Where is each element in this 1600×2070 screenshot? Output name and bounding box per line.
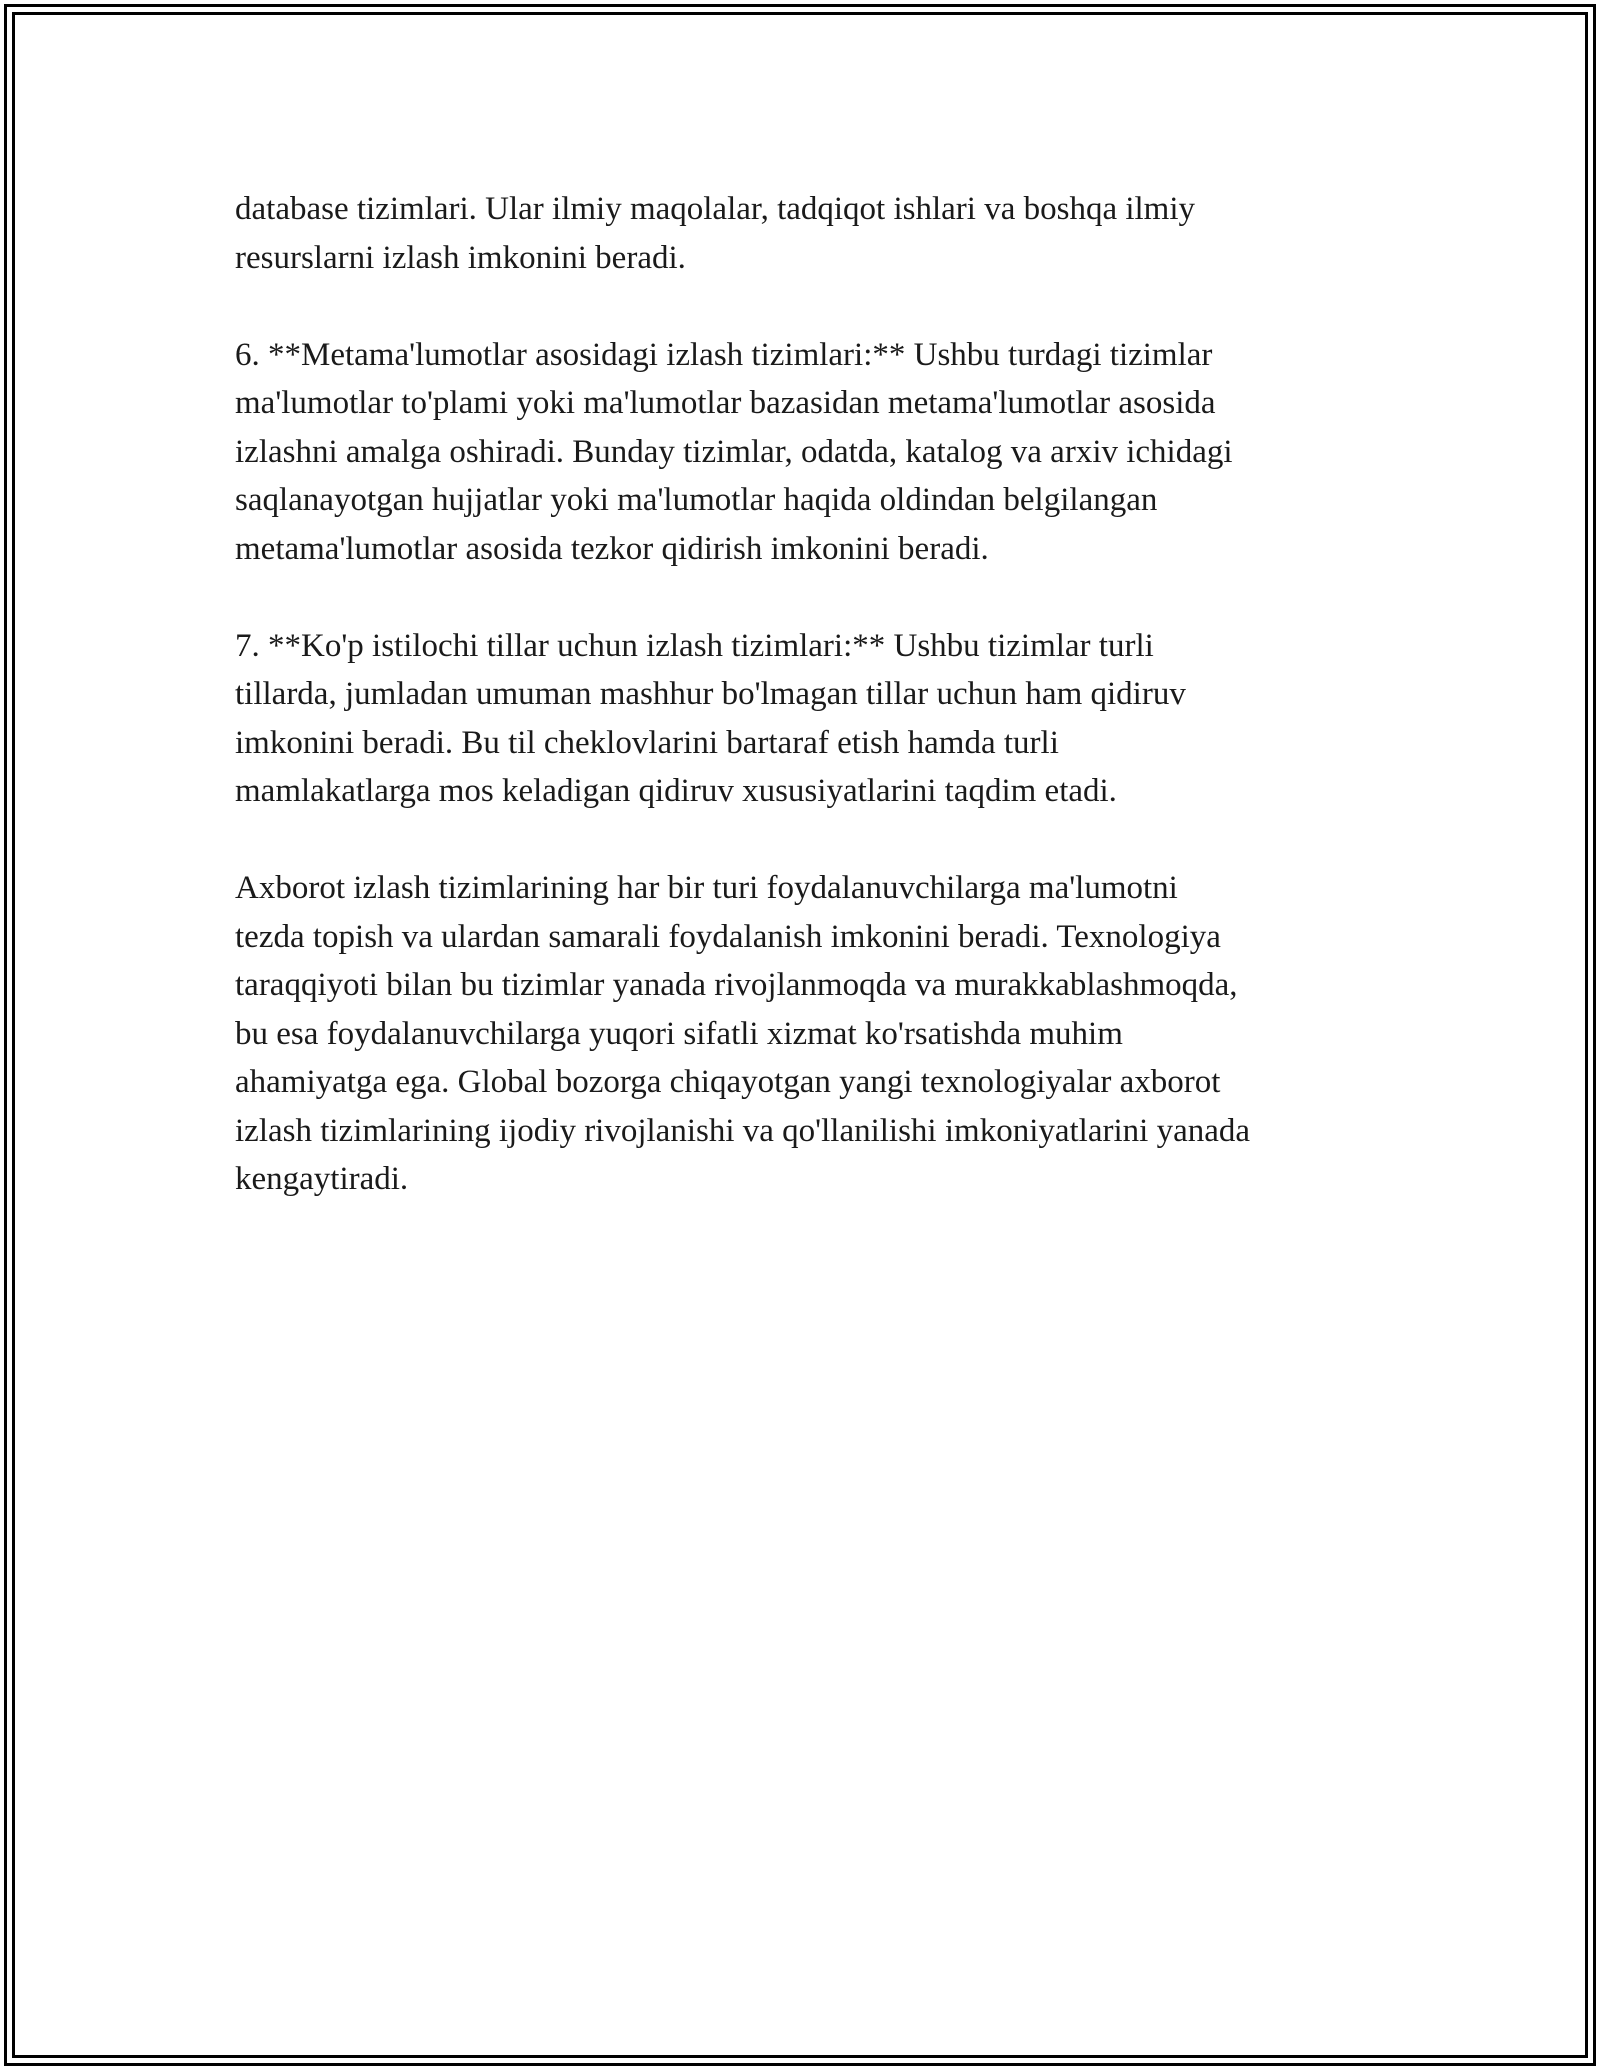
document-body (235, 185, 1385, 1252)
text-line: bu esa foydalanuvchilarga yuqori sifatli xizmat ko'rsatishda muhim (235, 1015, 1123, 1052)
text-line: izlashni amalga oshiradi. Bunday tizimlar, odatda, katalog va arxiv ichidagi (235, 433, 1233, 470)
paragraph-item-7 (235, 622, 1385, 816)
text-line: tezda topish va ulardan samarali foydalanish imkonini beradi. Texnologiya (235, 918, 1221, 955)
text-line: izlash tizimlarining ijodiy rivojlanishi va qo'llanilishi imkoniyatlarini yanada (235, 1112, 1251, 1149)
text-line: resurslarni izlash imkonini beradi. (235, 239, 686, 276)
paragraph-item-6 (235, 331, 1385, 574)
text-line: imkonini beradi. Bu til cheklovlarini bartaraf etish hamda turli (235, 724, 1059, 761)
text-line: saqlanayotgan hujjatlar yoki ma'lumotlar haqida oldindan belgilangan (235, 482, 1158, 518)
text-line: metama'lumotlar asosida tezkor qidirish imkonini beradi. (235, 530, 989, 567)
text-line: mamlakatlarga mos keladigan qidiruv xususiyatlarini taqdim etadi. (235, 773, 1117, 809)
text-line: 7. **Ko'p istilochi tillar uchun izlash tizimlari:** Ushbu tizimlar turli (235, 627, 1154, 664)
text-line: tillarda, jumladan umuman mashhur bo'lmagan tillar uchun ham qidiruv (235, 676, 1186, 712)
text-line: taraqqiyoti bilan bu tizimlar yanada rivojlanmoqda va murakkablashmoqda, (235, 967, 1238, 1003)
paragraph-continuation (235, 185, 1385, 282)
text-line: Axborot izlash tizimlarining har bir turi foydalanuvchilarga ma'lumotni (235, 870, 1178, 906)
text-line: ahamiyatga ega. Global bozorga chiqayotgan yangi texnologiyalar axborot (235, 1064, 1221, 1100)
text-line: 6. **Metama'lumotlar asosidagi izlash tizimlari:** Ushbu turdagi tizimlar (235, 336, 1213, 373)
paragraph-conclusion (235, 864, 1385, 1204)
text-line: database tizimlari. Ular ilmiy maqolalar, tadqiqot ishlari va boshqa ilmiy (235, 191, 1196, 227)
text-line: ma'lumotlar to'plami yoki ma'lumotlar bazasidan metama'lumotlar asosida (235, 385, 1216, 421)
text-line: kengaytiradi. (235, 1161, 409, 1197)
